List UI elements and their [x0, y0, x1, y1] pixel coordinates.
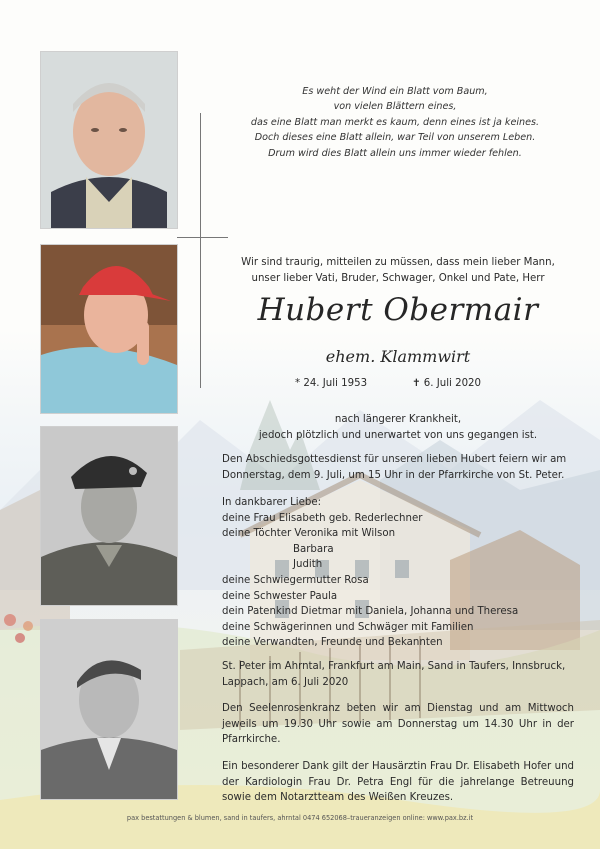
birth-date: * 24. Juli 1953 — [295, 378, 368, 389]
poem-line: Es weht der Wind ein Blatt vom Baum, — [302, 86, 488, 97]
poem-line: Doch dieses eine Blatt allein, war Teil von unserem Leben. — [254, 132, 536, 144]
places-line: St. Peter im Ahrntal, Frankfurt am Main, Sand in Taufers, Innsbruck, — [222, 661, 566, 672]
places-line: Lappach, am 6. Juli 2020 — [222, 676, 349, 688]
mourner-line: deine Schwägerinnen und Schwäger mit Familien — [222, 621, 474, 633]
illness-notice — [222, 412, 574, 443]
funeral-line: Donnerstag, dem 9. Juli, um 15 Uhr in der Pfarrkirche von St. Peter. — [222, 469, 565, 481]
portrait-photo-2 — [40, 244, 178, 414]
portrait-photo-1 — [40, 51, 178, 229]
cross-horizontal-line — [177, 237, 228, 238]
death-date: ✝ 6. Juli 2020 — [412, 378, 482, 389]
illness-line: jedoch plötzlich und unerwartet von uns gegangen ist. — [258, 429, 538, 441]
mourner-line: dein Patenkind Dietmar mit Daniela, Johanna und Theresa — [222, 606, 519, 618]
poem-line: Drum wird dies Blatt allein uns immer wieder fehlen. — [268, 147, 522, 159]
rosary-notice: Den Seelenrosenkranz beten wir am Dienstag und am Mittwoch jeweils um 19.30 Uhr sowie am Donnerstag um 14.30 Uhr in der Pfarrkirche. — [222, 703, 574, 746]
mourner-line: Barbara — [293, 543, 334, 555]
deceased-name: Hubert Obermair — [257, 292, 539, 328]
poem — [230, 84, 560, 161]
funeral-line: Den Abschiedsgottesdienst für unseren lieben Hubert feiern wir am — [222, 454, 567, 465]
portrait-photo-4 — [40, 619, 178, 800]
mourner-line: deine Schwester Paula — [222, 590, 338, 602]
portrait-photo-3 — [40, 426, 178, 606]
cross-vertical-line — [200, 113, 201, 388]
poem-line: das eine Blatt man merkt es kaum, denn eines ist ja keines. — [250, 116, 540, 128]
mourners-heading: In dankbarer Liebe: — [222, 497, 322, 508]
mourner-line: Judith — [293, 559, 323, 571]
deceased-nickname: ehem. Klammwirt — [325, 347, 471, 366]
illness-line: nach längerer Krankheit, — [334, 414, 462, 425]
funeral-service-notice — [222, 452, 574, 483]
mourner-line: deine Schwiegermutter Rosa — [222, 574, 369, 586]
mourner-line: deine Frau Elisabeth geb. Rederlechner — [222, 512, 423, 524]
mourners-list — [222, 495, 574, 651]
places-and-date — [222, 659, 574, 690]
thanks-notice: Ein besonderer Dank gilt der Hausärztin Frau Dr. Elisabeth Hofer und der Kardiologin Frau Dr. Petra Engl für die jahrelange Betreuung sowie dem Notarztteam des Weißen Kreuzes. — [222, 761, 574, 804]
funeral-home-footer: pax bestattungen & blumen, sand in taufers, ahrntal 0474 652068–traueranzeigen online: www.pax.bz.it — [126, 814, 474, 822]
intro-line: unser lieber Vati, Bruder, Schwager, Onkel und Pate, Herr — [251, 272, 545, 284]
intro-line: Wir sind traurig, mitteilen zu müssen, dass mein lieber Mann, — [241, 257, 555, 268]
mourner-line: deine Töchter Veronika mit Wilson — [222, 528, 396, 540]
poem-line: von vielen Blättern eines, — [333, 101, 457, 113]
mourner-line: deine Verwandten, Freunde und Bekannten — [222, 637, 443, 649]
announcement-intro — [222, 255, 574, 286]
